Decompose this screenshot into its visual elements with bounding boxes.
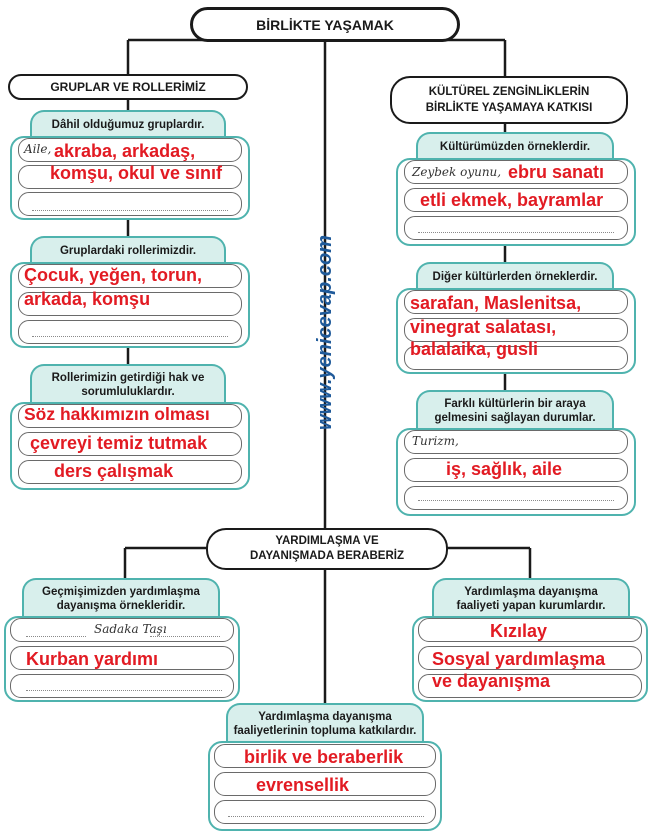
right-box2-title bbox=[416, 262, 614, 290]
left-box2-answer1: Çocuk, yeğen, torun, bbox=[24, 265, 203, 285]
answer-field[interactable] bbox=[10, 674, 234, 698]
watermark bbox=[225, 234, 425, 430]
dotted-line bbox=[418, 500, 614, 501]
right-header-l1: KÜLTÜREL ZENGİNLİKLERİN bbox=[428, 86, 590, 98]
left-box1-answer2: komşu, okul ve sınıf bbox=[50, 163, 223, 183]
bottom-left-title bbox=[22, 578, 220, 618]
left-box3-title-l2: sorumluluklardır. bbox=[81, 386, 175, 398]
bottom-right-answer3: ve dayanışma bbox=[432, 671, 551, 691]
bottom-center-answer1: birlik ve beraberlik bbox=[244, 747, 404, 767]
dotted-line bbox=[32, 336, 228, 337]
bottom-right-title bbox=[432, 578, 630, 618]
right-box1-answer1: ebru sanatı bbox=[508, 162, 605, 182]
right-header bbox=[390, 76, 628, 124]
left-box1-hint: Aile, bbox=[24, 142, 52, 156]
left-box1-title-text: Dâhil olduğumuz gruplardır. bbox=[51, 119, 205, 131]
bottom-left-title-l1: Geçmişimizden yardımlaşma bbox=[42, 586, 200, 598]
bottom-center-title-l1: Yardımlaşma dayanışma bbox=[258, 711, 392, 723]
main-title bbox=[190, 7, 460, 42]
bottom-left-answer1: Kurban yardımı bbox=[26, 649, 159, 669]
right-box3-title bbox=[416, 390, 614, 430]
watermark-text: www.yenicevap.com bbox=[313, 234, 336, 430]
left-box2-title-text: Gruplardaki rollerimizdir. bbox=[59, 245, 197, 257]
answer-field[interactable] bbox=[404, 216, 628, 240]
left-header bbox=[8, 74, 248, 100]
dotted-line bbox=[26, 636, 86, 637]
right-box2-answer2: vinegrat salatası, bbox=[410, 317, 557, 337]
left-box2-title bbox=[30, 236, 226, 264]
dotted-line bbox=[150, 636, 220, 637]
bottom-right-answer1: Kızılay bbox=[490, 621, 548, 641]
left-header-text: GRUPLAR VE ROLLERİMİZ bbox=[50, 80, 206, 94]
right-box3-title-l1: Farklı kültürlerin bir araya bbox=[444, 398, 586, 410]
bottom-center-answer2: evrensellik bbox=[256, 775, 350, 795]
left-box3-answer1: Söz hakkımızın olması bbox=[24, 404, 210, 424]
right-box3-hint: Turizm, bbox=[412, 434, 459, 448]
bottom-header bbox=[206, 528, 448, 570]
right-box3-answer1: iş, sağlık, aile bbox=[446, 459, 563, 479]
right-box2-answer1: sarafan, Maslenitsa, bbox=[410, 293, 582, 313]
bottom-center-title bbox=[226, 703, 424, 743]
left-box1-title bbox=[30, 110, 226, 138]
bottom-left-title-l2: dayanışma örnekleridir. bbox=[56, 600, 186, 612]
bottom-left-hint: Sadaka Taşı bbox=[94, 622, 167, 636]
answer-field[interactable] bbox=[18, 320, 242, 344]
bottom-center-title-l2: faaliyetlerinin topluma katkılardır. bbox=[233, 725, 417, 737]
answer-field[interactable] bbox=[404, 486, 628, 510]
right-box1-title bbox=[416, 132, 614, 160]
main-title-text: BİRLİKTE YAŞAMAK bbox=[256, 16, 394, 33]
left-box2-answer2: arkada, komşu bbox=[24, 289, 151, 309]
left-box3-answer3: ders çalışmak bbox=[54, 461, 174, 481]
dotted-line bbox=[418, 232, 614, 233]
right-box1-title-text: Kültürümüzden örneklerdir. bbox=[439, 141, 591, 153]
dotted-line bbox=[228, 816, 424, 817]
right-box1-hint: Zeybek oyunu, bbox=[412, 165, 502, 179]
left-box1-answer1: akraba, arkadaş, bbox=[54, 141, 196, 161]
answer-field[interactable] bbox=[214, 800, 436, 824]
answer-field[interactable] bbox=[18, 192, 242, 216]
bottom-header-l1: YARDIMLAŞMA VE bbox=[275, 535, 379, 547]
right-box2-answer3: balalaika, gusli bbox=[410, 339, 539, 359]
bottom-header-l2: DAYANIŞMADA BERABERİZ bbox=[250, 550, 404, 562]
right-header-l2: BİRLİKTE YAŞAMAYA KATKISI bbox=[425, 102, 593, 114]
bottom-right-answer2: Sosyal yardımlaşma bbox=[432, 649, 606, 669]
bottom-right-title-l1: Yardımlaşma dayanışma bbox=[464, 586, 598, 598]
left-box3-title-l1: Rollerimizin getirdiği hak ve bbox=[51, 372, 205, 384]
left-box3-title bbox=[30, 364, 226, 404]
left-box3-answer2: çevreyi temiz tutmak bbox=[30, 433, 208, 453]
dotted-line bbox=[32, 210, 228, 211]
right-box3-title-l2: gelmesini sağlayan durumlar. bbox=[434, 412, 596, 424]
right-box2-title-text: Diğer kültürlerden örneklerdir. bbox=[432, 271, 598, 283]
right-box1-answer2: etli ekmek, bayramlar bbox=[420, 190, 604, 210]
bottom-right-title-l2: faaliyeti yapan kurumlardır. bbox=[456, 600, 606, 612]
dotted-line bbox=[26, 690, 222, 691]
